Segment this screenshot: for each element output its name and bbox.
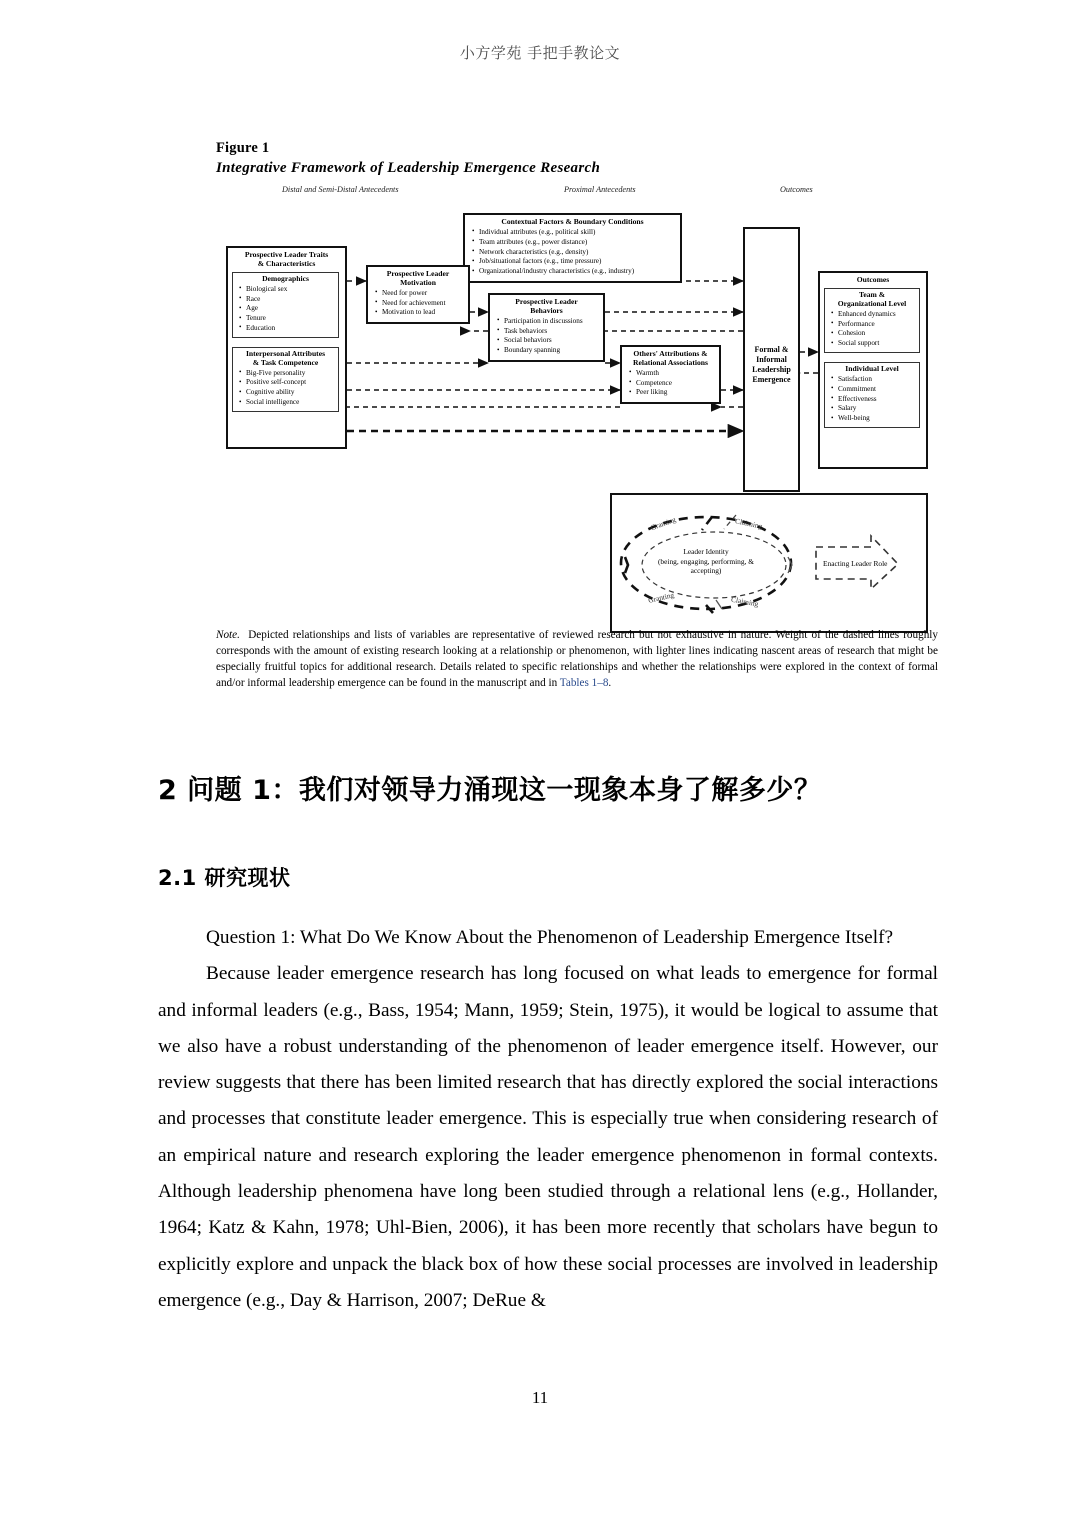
list-item: • Effectiveness: [838, 395, 916, 405]
list-item: • Organizational/industry characteristics (e.g., industry): [479, 267, 676, 277]
box-attributions-title: Others' Attributions & Relational Associations: [633, 349, 708, 367]
section-heading-2-1: 2.1 研究现状: [158, 866, 291, 890]
box-prospective-leader-motivation: [366, 265, 470, 324]
list-item: • Peer liking: [636, 388, 715, 398]
paragraph-because: Because leader emergence research has long focused on what leads to emergence for formal and informal leaders (e.g., Bass, 1954; Mann, 1959; Stein, 1975), it would be logical to assume that we also have a robust understanding of the phenomenon of leader emergence itself. However, our review suggests that there has been limited research that has directly explored the social interactions and processes that constitute leader emergence. This is especially true when considering research of an empirical nature and research exploring the leader emergence phenomenon in formal contexts. Although leadership phenomena have long been studied through a relational lens (e.g., Hollander, 1964; Katz & Kahn, 1978; Uhl-Bien, 2006), it has been more recently that scholars have begun to explicitly explore and unpack the black box of how these social processes are involved in leadership emergence (e.g., Day & Harrison, 2007; DeRue &: [158, 963, 938, 1311]
box-outcomes: [818, 271, 928, 469]
list-item: • Warmth: [636, 369, 715, 379]
list-item: • Race: [246, 295, 335, 305]
list-item: • Job/situational factors (e.g., time pressure): [479, 257, 676, 267]
list-item: • Boundary spanning: [504, 346, 599, 356]
list-item: • Tenure: [246, 314, 335, 324]
box-contextual-factors-list: [469, 228, 676, 277]
figure-diagram: [216, 185, 938, 645]
enacting-leader-role-label: Enacting Leader Role: [823, 559, 888, 568]
leader-identity-label: Leader Identity (being, engaging, performing, & accepting): [657, 547, 755, 576]
list-item: • Team attributes (e.g., power distance): [479, 238, 676, 248]
box-interpersonal-list: [236, 369, 335, 408]
box-team-level-list: [828, 310, 916, 349]
list-item: • Motivation to lead: [382, 308, 464, 318]
box-emergence-label: Formal & Informal Leadership Emergence: [752, 345, 791, 384]
body-text: [158, 920, 938, 1319]
figure-1: [216, 140, 938, 645]
list-item: • Network characteristics (e.g., density): [479, 248, 676, 258]
box-demographics: [232, 272, 339, 338]
list-item: • Commitment: [838, 385, 916, 395]
list-item: • Cognitive ability: [246, 388, 335, 398]
figure-note-end: .: [608, 676, 612, 689]
list-item: • Task behaviors: [504, 327, 599, 337]
box-motivation-list: [372, 289, 464, 318]
box-individual-level: [824, 362, 920, 428]
list-item: • Competence: [636, 379, 715, 389]
box-traits-title: Prospective Leader Traits & Characteristics: [244, 250, 329, 268]
box-contextual-factors: [463, 213, 682, 283]
figure-number: Figure 1: [216, 140, 270, 156]
box-motivation-title: Prospective Leader Motivation: [386, 269, 450, 287]
list-item: • Social behaviors: [504, 336, 599, 346]
paragraph-question-1: Question 1: What Do We Know About the Phenomenon of Leadership Emergence Itself?: [206, 927, 894, 948]
box-outcomes-title: Outcomes: [856, 275, 890, 284]
list-item: • Satisfaction: [838, 375, 916, 385]
page-number: 11: [531, 1388, 549, 1407]
list-item: • Need for achievement: [382, 299, 464, 309]
list-item: • Enhanced dynamics: [838, 310, 916, 320]
column-header-proximal: Proximal Antecedents: [564, 185, 636, 194]
box-interpersonal-attributes: [232, 347, 339, 412]
list-item: • Positive self-concept: [246, 378, 335, 388]
column-header-distal: Distal and Semi-Distal Antecedents: [282, 185, 399, 194]
figure-note: [216, 628, 938, 692]
box-individual-level-title: Individual Level: [845, 363, 899, 373]
list-item: • Big-Five personality: [246, 369, 335, 379]
list-item: • Participation in discussions: [504, 317, 599, 327]
list-item: • Well-being: [838, 414, 916, 424]
list-item: • Salary: [838, 404, 916, 414]
list-item: • Biological sex: [246, 285, 335, 295]
figure-note-link[interactable]: Tables 1–8: [559, 676, 609, 689]
box-attributions-list: [626, 369, 715, 398]
list-item: • Need for power: [382, 289, 464, 299]
claiming-label-bottom: Claiming: [730, 594, 760, 609]
running-header: 小方学苑 手把手教论文: [459, 44, 621, 62]
list-item: • Social intelligence: [246, 398, 335, 408]
box-behaviors-title: Prospective Leader Behaviors: [515, 297, 578, 315]
box-contextual-factors-title: Contextual Factors & Boundary Conditions: [501, 217, 644, 226]
list-item: • Age: [246, 304, 335, 314]
box-demographics-list: [236, 285, 335, 334]
granting-label-bottom: Granting: [647, 590, 675, 605]
list-item: • Individual attributes (e.g., political skill): [479, 228, 676, 238]
column-header-outcomes: Outcomes: [780, 185, 813, 194]
box-prospective-leader-behaviors: [488, 293, 605, 362]
figure-title: Integrative Framework of Leadership Emergence Research: [216, 160, 601, 176]
box-individual-level-list: [828, 375, 916, 424]
box-prospective-leader-traits: [226, 246, 347, 449]
box-others-attributions: [620, 345, 721, 404]
list-item: • Education: [246, 324, 335, 334]
figure-note-body: Depicted relationships and lists of variables are representative of reviewed research but not exhaustive in nature. Weight of the dashed lines roughly corresponds with the amount of existing research looking at a relationship or phenomenon, with lighter lines indicating nascent areas of research that might be especially fruitful topics for additional research. Details related to specific relationships and whether the relationships were explored in the context of formal and/or informal leadership emergence can be found in the manuscript and in: [216, 629, 939, 689]
list-item: • Social support: [838, 339, 916, 349]
figure-note-label: Note.: [216, 629, 240, 641]
claiming-label-top: Claiming: [734, 516, 764, 531]
section-heading-2: 2 问题 1：我们对领导力涌现这一现象本身了解多少？: [158, 775, 822, 806]
box-demographics-title: Demographics: [262, 273, 309, 283]
box-interpersonal-title: Interpersonal Attributes & Task Competence: [245, 348, 326, 367]
box-behaviors-list: [494, 317, 599, 356]
list-item: • Cohesion: [838, 329, 916, 339]
granting-label-top: Granting: [649, 514, 678, 533]
list-item: • Performance: [838, 320, 916, 330]
box-team-organizational-level: [824, 288, 920, 353]
box-team-level-title: Team & Organizational Level: [837, 289, 907, 308]
